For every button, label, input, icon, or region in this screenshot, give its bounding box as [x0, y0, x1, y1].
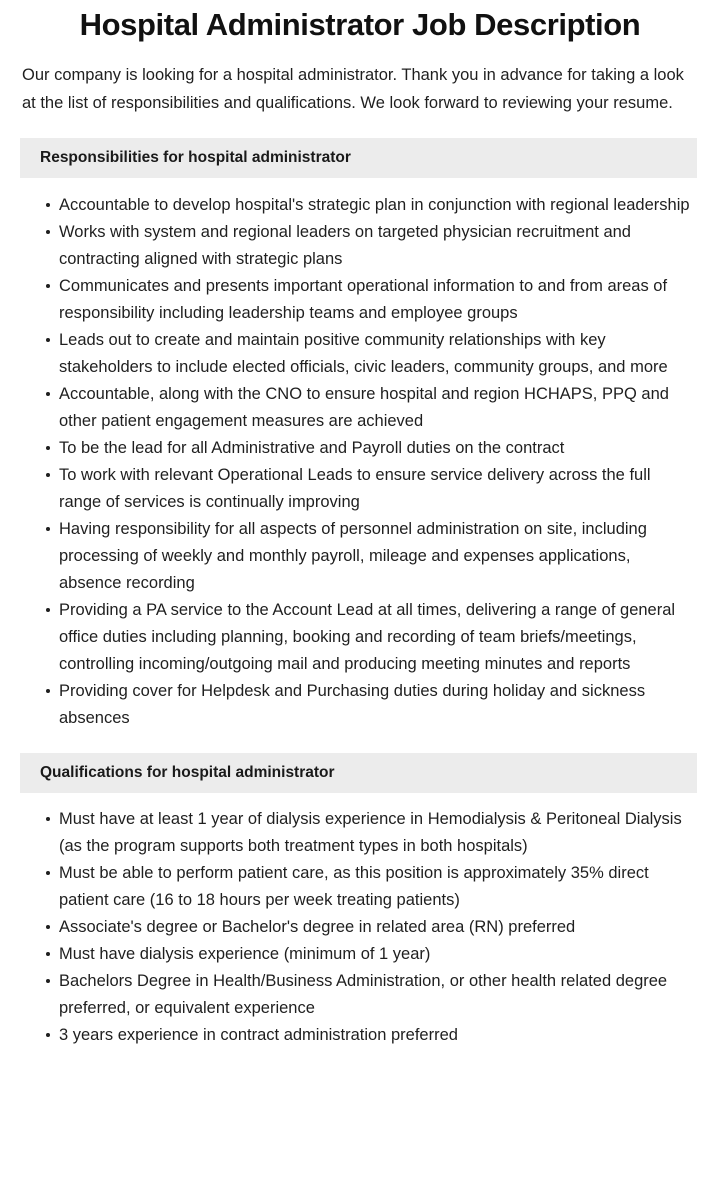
page-title: Hospital Administrator Job Description	[79, 7, 641, 42]
list-item: Communicates and presents important operational information to and from areas of responsibility including leadership teams and employee groups	[46, 273, 696, 327]
list-item: To work with relevant Operational Leads to ensure service delivery across the full range of services is continually improving	[46, 462, 696, 516]
list-item: Must have dialysis experience (minimum of 1 year)	[46, 941, 696, 968]
responsibilities-list	[0, 178, 720, 732]
list-item: To be the lead for all Administrative and Payroll duties on the contract	[46, 435, 696, 462]
section-header-responsibilities: Responsibilities for hospital administrator	[20, 138, 697, 178]
list-item: Having responsibility for all aspects of personnel administration on site, including processing of weekly and monthly payroll, mileage and expenses applications, absence recording	[46, 516, 696, 597]
intro-paragraph: Our company is looking for a hospital administrator. Thank you in advance for taking a look at the list of responsibilities and qualifications. We look forward to reviewing your resume.	[22, 66, 684, 112]
section-qualifications	[0, 753, 720, 1049]
list-item: 3 years experience in contract administration preferred	[46, 1022, 696, 1049]
section-header-qualifications: Qualifications for hospital administrator	[20, 753, 697, 793]
list-item: Providing cover for Helpdesk and Purchasing duties during holiday and sickness absences	[46, 678, 696, 732]
list-item: Accountable to develop hospital's strategic plan in conjunction with regional leadership	[46, 192, 696, 219]
list-item: Providing a PA service to the Account Lead at all times, delivering a range of general office duties including planning, booking and recording of team briefs/meetings, controlling incoming/outgoing mail and producing meeting minutes and reports	[46, 597, 696, 678]
list-item: Associate's degree or Bachelor's degree in related area (RN) preferred	[46, 914, 696, 941]
list-item: Must be able to perform patient care, as this position is approximately 35% direct patient care (16 to 18 hours per week treating patients)	[46, 860, 696, 914]
list-item: Must have at least 1 year of dialysis experience in Hemodialysis & Peritoneal Dialysis (as the program supports both treatment types in both hospitals)	[46, 806, 696, 860]
section-responsibilities	[0, 138, 720, 732]
qualifications-list	[0, 793, 720, 1049]
list-item: Works with system and regional leaders on targeted physician recruitment and contracting aligned with strategic plans	[46, 219, 696, 273]
list-item: Accountable, along with the CNO to ensure hospital and region HCHAPS, PPQ and other patient engagement measures are achieved	[46, 381, 696, 435]
list-item: Leads out to create and maintain positive community relationships with key stakeholders to include elected officials, civic leaders, community groups, and more	[46, 327, 696, 381]
list-item: Bachelors Degree in Health/Business Administration, or other health related degree preferred, or equivalent experience	[46, 968, 696, 1022]
